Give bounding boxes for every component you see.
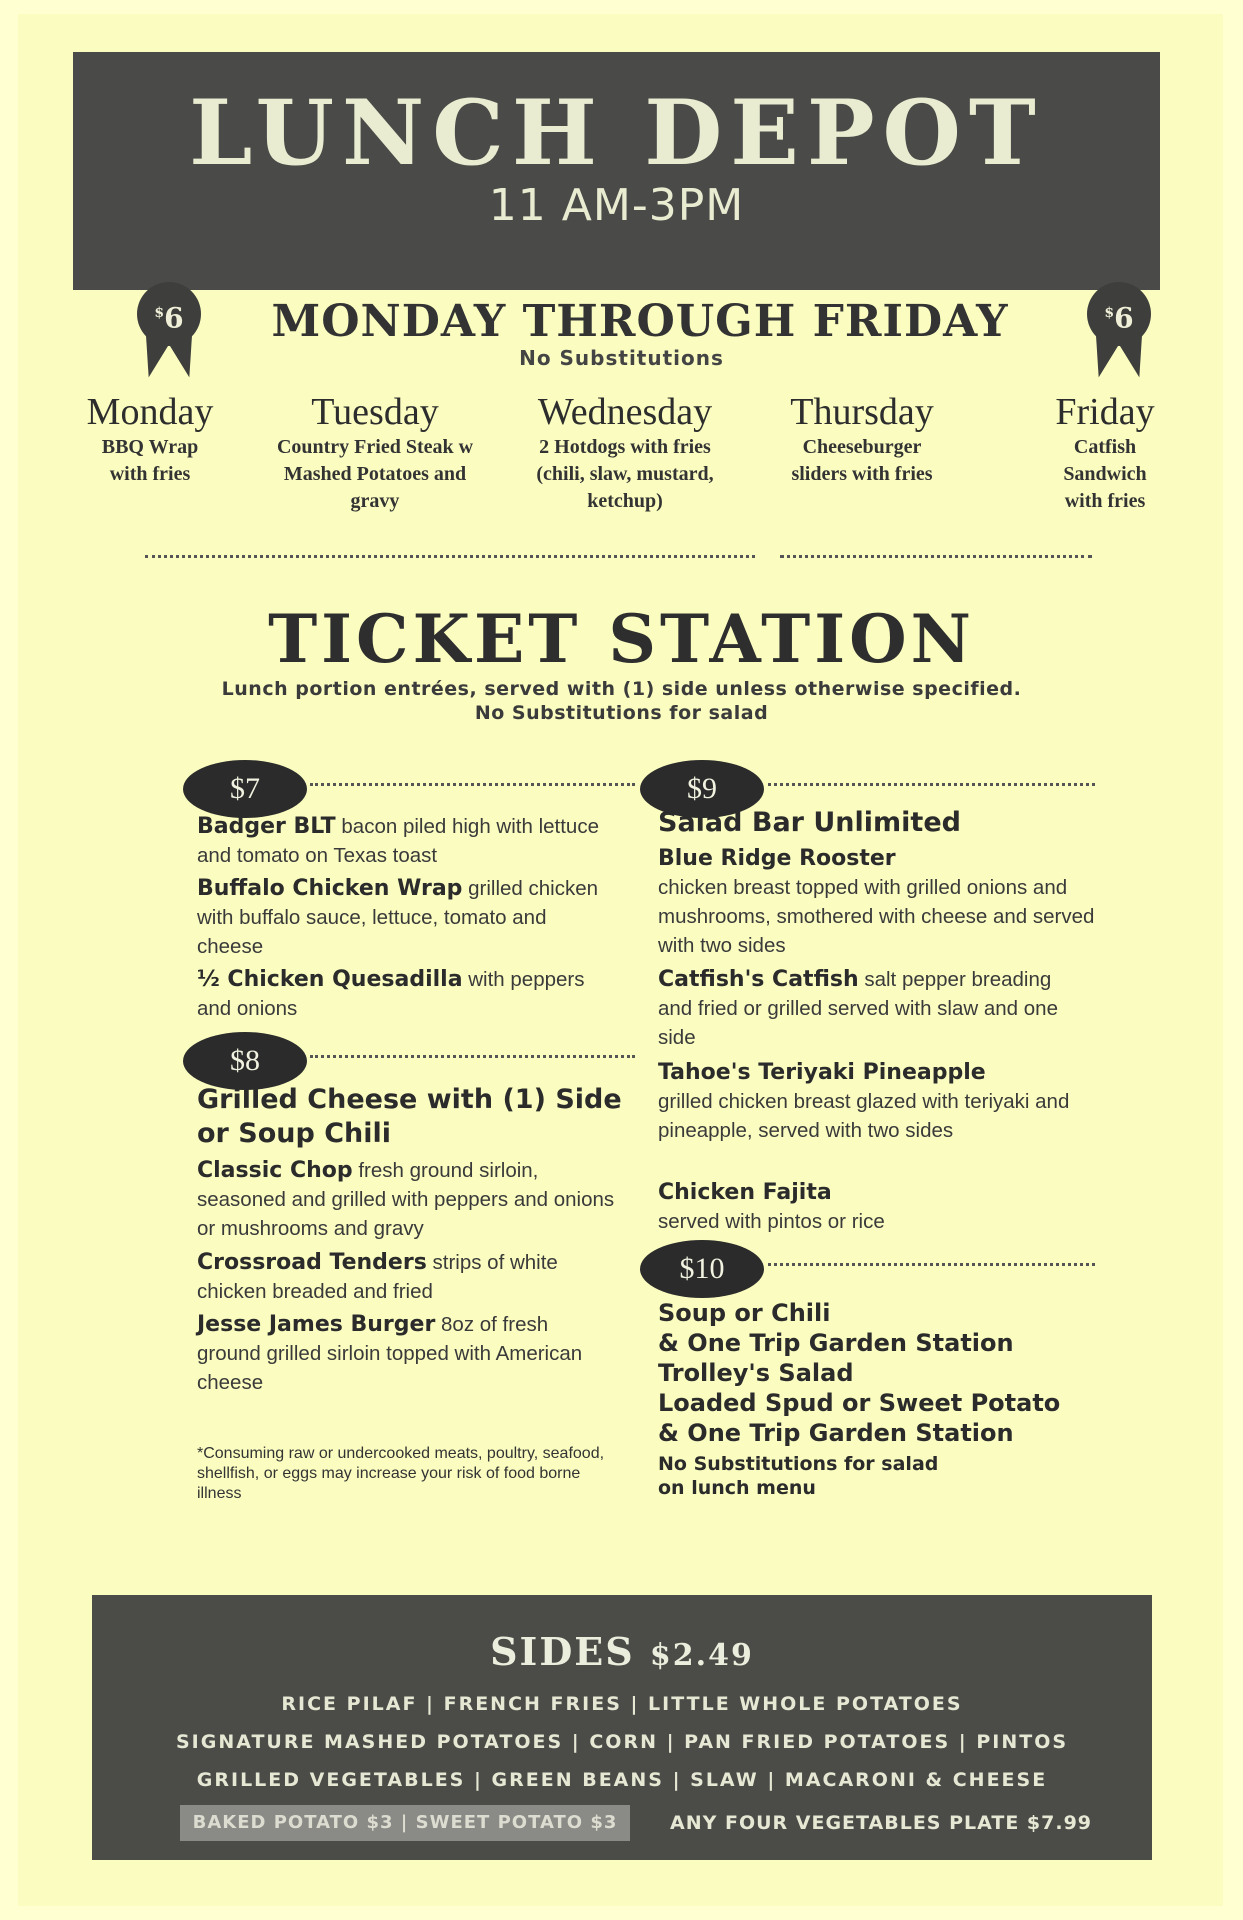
restaurant-title: LUNCH DEPOT <box>189 80 1044 186</box>
day-dish: Cheeseburger sliders with fries <box>791 436 933 485</box>
dotted-divider <box>768 1263 1095 1266</box>
weekday-title: MONDAY THROUGH FRIDAY <box>271 296 1009 347</box>
menu-item-lead: Grilled Cheese with (1) Side or Soup Chili <box>197 1084 622 1149</box>
day-wednesday <box>520 390 730 515</box>
ticket-salad-note: No Substitutions for salad <box>474 702 769 724</box>
day-dish: Catfish Sandwich with fries <box>1063 436 1147 512</box>
day-name: Friday <box>1055 391 1155 433</box>
menu-item: Catfish's Catfish salt pepper breading and fried or grilled served with slaw and one side <box>658 967 1058 1049</box>
day-monday <box>70 390 230 488</box>
day-name: Monday <box>86 391 214 433</box>
potato-prices: BAKED POTATO $3 | SWEET POTATO $3 <box>180 1805 630 1841</box>
dotted-divider <box>780 555 1092 558</box>
ticket-subtitle: Lunch portion entrées, served with (1) side unless otherwise specified. <box>221 678 1022 700</box>
menu-item: Badger BLT bacon piled high with lettuce and tomato on Texas toast <box>197 814 599 867</box>
hours-text: 11 AM-3PM <box>488 180 745 231</box>
ribbon-price-badge: $6 <box>1087 282 1151 346</box>
menu-item-lead: Soup or Chili & One Trip Garden Station Trolley's Salad Loaded Spud or Sweet Potato & One Trip Garden Station <box>658 1299 1061 1447</box>
food-safety-note: *Consuming raw or undercooked meats, poultry, seafood, shellfish, or eggs may increase your risk of food borne illness <box>197 1445 605 1502</box>
day-dish: Country Fried Steak w Mashed Potatoes and gravy <box>276 436 474 512</box>
day-dish: 2 Hotdogs with fries (chili, slaw, mustard, ketchup) <box>536 436 714 512</box>
menu-item: Tahoe's Teriyaki Pineapple grilled chicken breast glazed with teriyaki and pineapple, served with two sides <box>658 1060 1070 1142</box>
day-name: Thursday <box>790 391 934 433</box>
day-name: Wednesday <box>537 391 713 433</box>
ticket-station-title: TICKET STATION <box>268 600 975 678</box>
no-substitutions-note: No Substitutions <box>519 346 724 370</box>
day-friday <box>1030 390 1180 515</box>
day-name: Tuesday <box>311 391 439 433</box>
price-badge-8: $8 <box>183 1032 307 1090</box>
day-dish: BBQ Wrap with fries <box>101 436 199 485</box>
menu-item: Crossroad Tenders strips of white chicken breaded and fried <box>197 1250 558 1303</box>
dotted-divider <box>310 783 635 786</box>
dotted-divider <box>310 1055 635 1058</box>
dotted-divider <box>768 783 1095 786</box>
salad-note: No Substitutions for salad on lunch menu <box>658 1453 939 1499</box>
day-thursday <box>772 390 952 488</box>
price-badge-7: $7 <box>183 760 307 818</box>
sides-line: RICE PILAF | FRENCH FRIES | LITTLE WHOLE POTATOES <box>281 1693 963 1715</box>
sides-line: SIGNATURE MASHED POTATOES | CORN | PAN FRIED POTATOES | PINTOS <box>175 1731 1069 1753</box>
vegetable-plate-price: ANY FOUR VEGETABLES PLATE $7.99 <box>670 1812 1093 1834</box>
menu-item: Blue Ridge Rooster chicken breast topped with grilled onions and mushrooms, smothered with cheese and served with two sides <box>658 846 1095 957</box>
sides-line: GRILLED VEGETABLES | GREEN BEANS | SLAW | MACARONI & CHEESE <box>196 1769 1048 1791</box>
menu-item: Buffalo Chicken Wrap grilled chicken with buffalo sauce, lettuce, tomato and cheese <box>197 876 599 958</box>
dotted-divider <box>145 555 755 558</box>
sides-title: SIDES $2.49 <box>490 1629 754 1674</box>
menu-item: Classic Chop fresh ground sirloin, seasoned and grilled with peppers and onions or mushrooms and gravy <box>197 1158 615 1240</box>
header-banner <box>73 52 1160 290</box>
menu-item: Chicken Fajita served with pintos or rice <box>658 1180 885 1233</box>
price-badge-9: $9 <box>640 760 764 818</box>
menu-item-lead: Salad Bar Unlimited <box>658 807 961 838</box>
price-badge-10: $10 <box>640 1240 764 1298</box>
ribbon-price-badge: $6 <box>137 282 201 346</box>
menu-item: ½ Chicken Quesadilla with peppers and onions <box>197 967 585 1020</box>
menu-item: Jesse James Burger 8oz of fresh ground grilled sirloin topped with American cheese <box>197 1312 583 1394</box>
day-tuesday <box>262 390 488 515</box>
sides-banner <box>92 1595 1152 1860</box>
